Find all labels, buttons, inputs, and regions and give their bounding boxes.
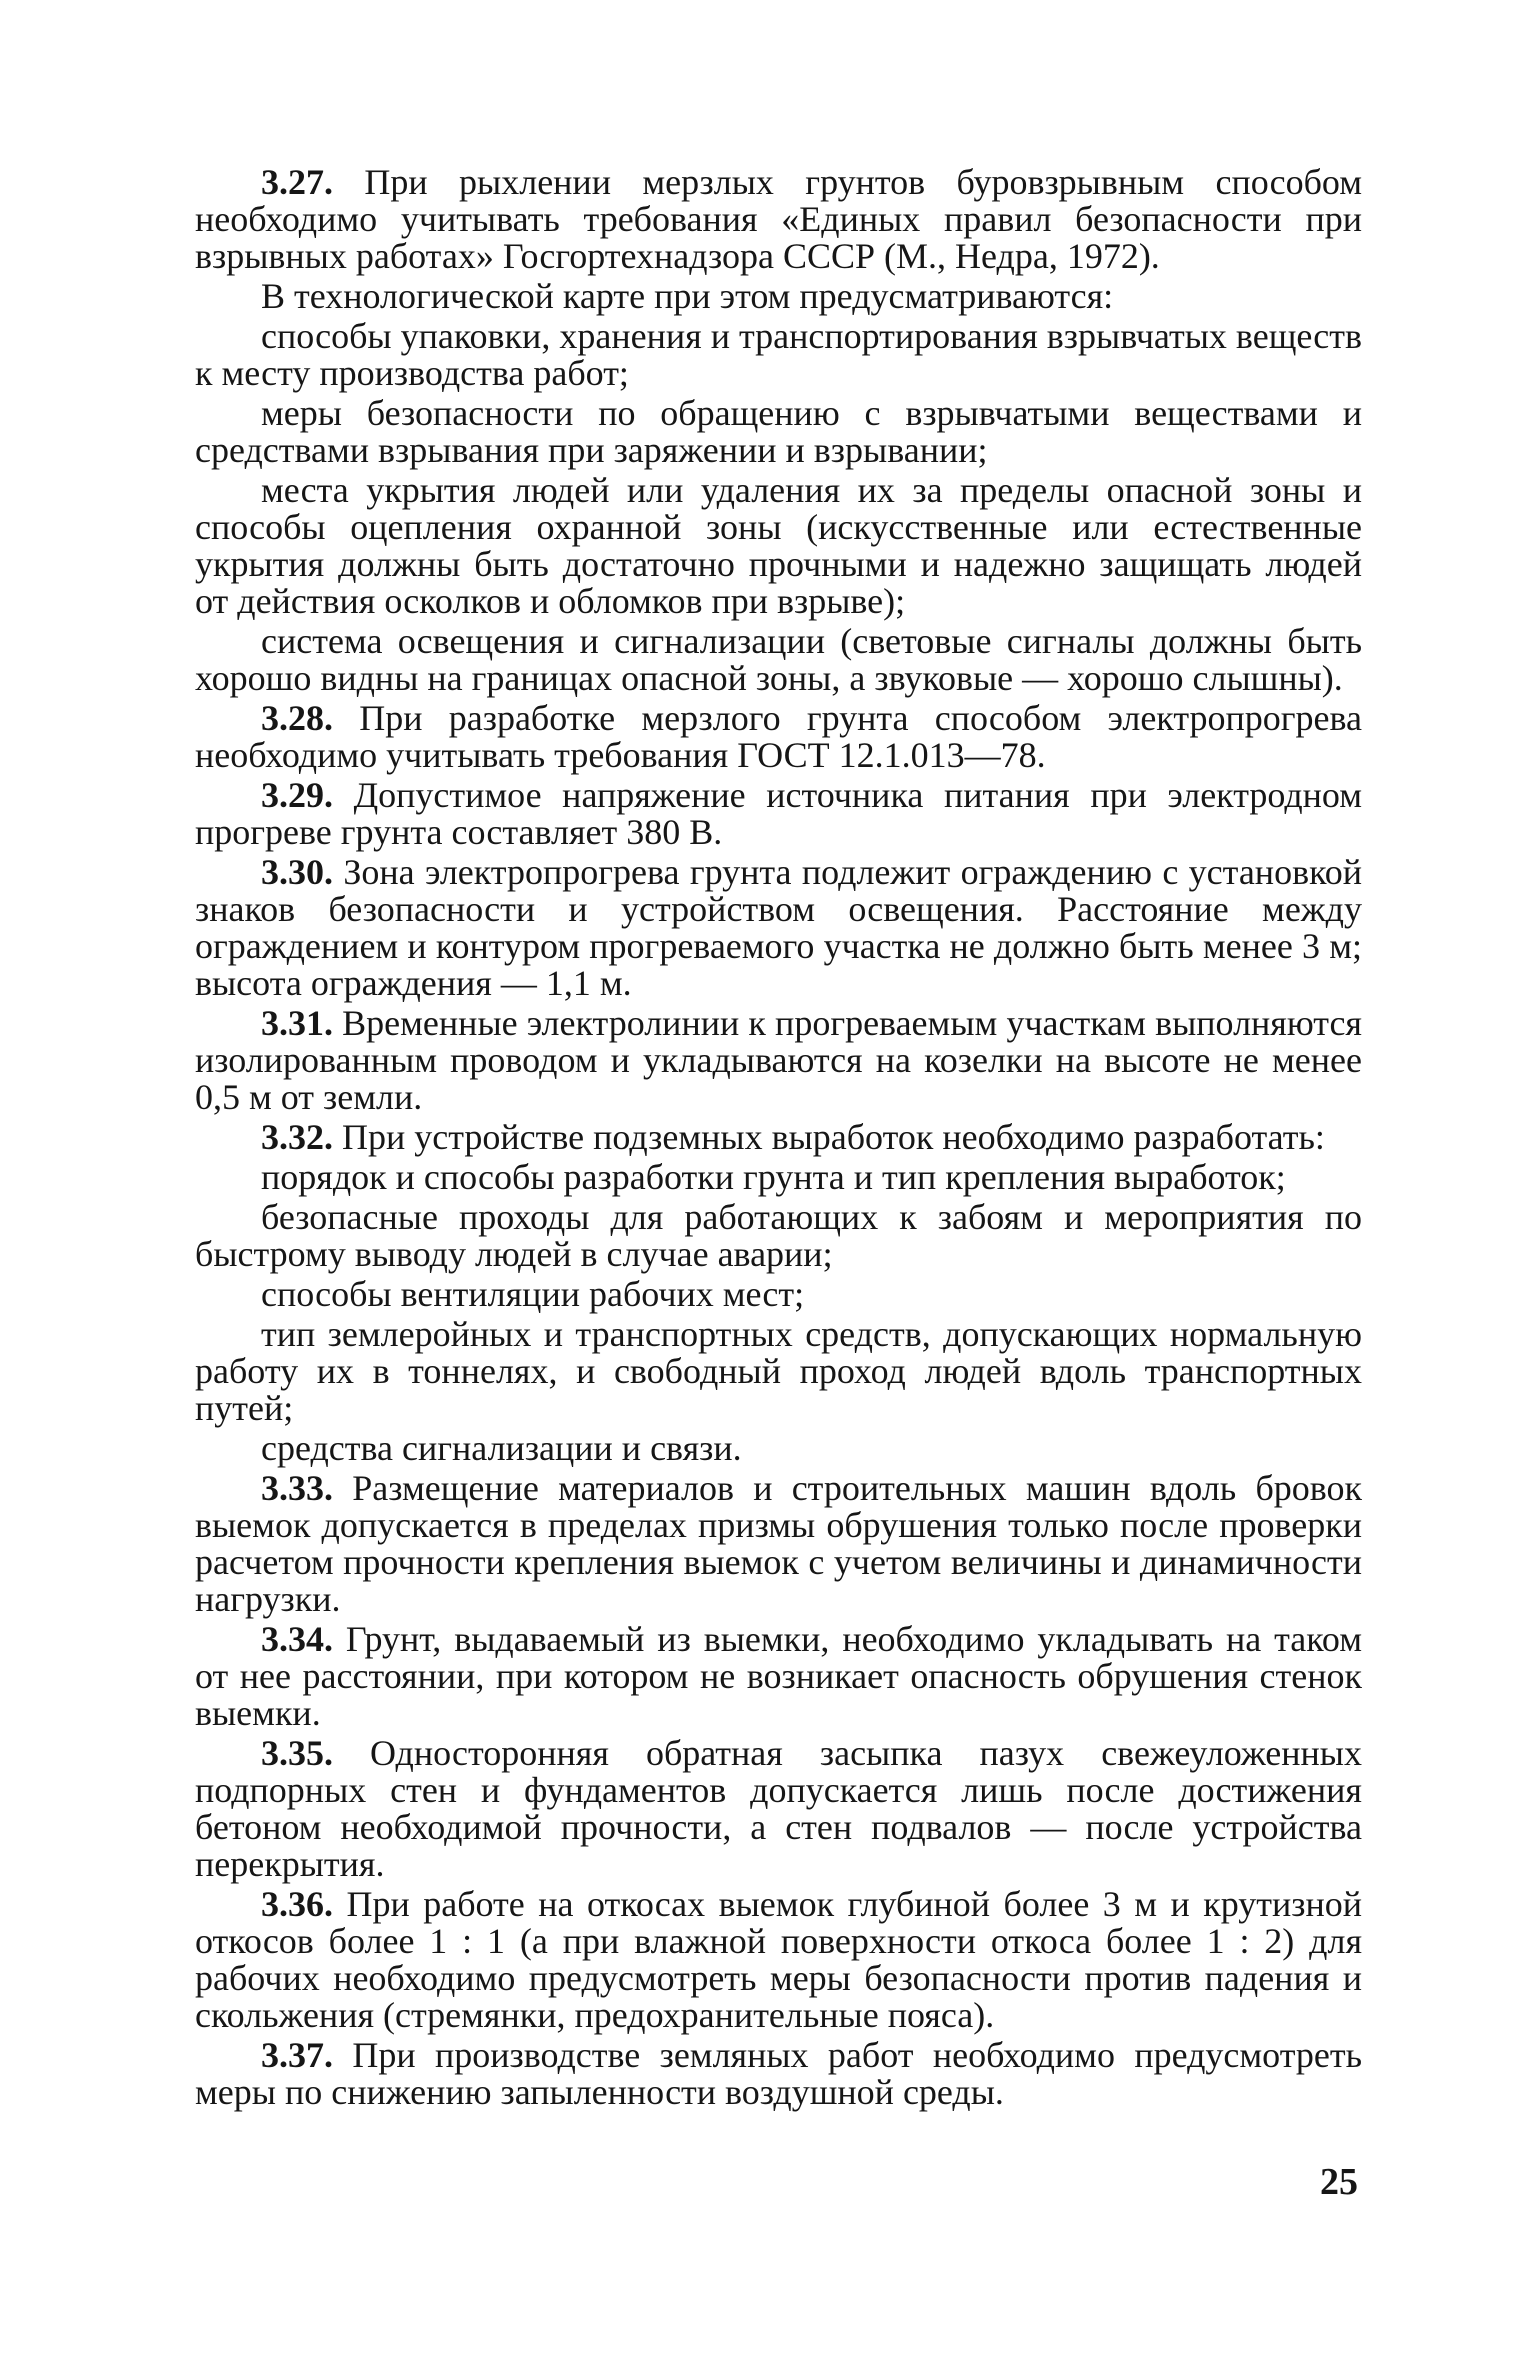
paragraph-3-37 <box>195 2037 1362 2111</box>
list-item <box>195 1159 1362 1196</box>
paragraph-text: При разработке мерзлого грунта способом электропрогрева необходимо учитывать требования ГОСТ 12.1.013—78. <box>195 698 1362 775</box>
paragraph-text: При устройстве подземных выработок необходимо разработать: <box>342 1117 1325 1157</box>
list-item <box>195 1199 1362 1273</box>
paragraph-3-33 <box>195 1470 1362 1618</box>
clause-number: 3.35. <box>261 1733 333 1773</box>
paragraph-text: меры безопасности по обращению с взрывчатыми веществами и средствами взрывания при заряжении и взрывании; <box>195 393 1362 470</box>
paragraph-3-28 <box>195 700 1362 774</box>
paragraph-3-32 <box>195 1119 1362 1156</box>
paragraph-3-34 <box>195 1621 1362 1732</box>
paragraph-text: Допустимое напряжение источника питания при электродном прогреве грунта составляет 380 В. <box>195 775 1363 852</box>
list-item <box>195 472 1362 620</box>
clause-number: 3.36. <box>261 1884 333 1924</box>
paragraph-3-35 <box>195 1735 1362 1883</box>
paragraph-text: безопасные проходы для работающих к забоям и мероприятия по быстрому выводу людей в случае аварии; <box>195 1197 1362 1274</box>
list-item <box>195 318 1362 392</box>
clause-number: 3.29. <box>261 775 333 815</box>
page-number: 25 <box>1320 2161 1358 2203</box>
paragraph-text: система освещения и сигнализации (световые сигналы должны быть хорошо видны на границах опасной зоны, а звуковые — хорошо слышны). <box>195 621 1362 698</box>
paragraph <box>195 278 1362 315</box>
paragraph-text: В технологической карте при этом предусматриваются: <box>261 276 1114 316</box>
document-body <box>195 164 1362 2114</box>
clause-number: 3.33. <box>261 1468 333 1508</box>
paragraph-text: места укрытия людей или удаления их за пределы опасной зоны и способы оцепления охранной зоны (искусственные или естественные укрытия должны быть достаточно прочными и надежно защищать людей от действия осколков и обломков при взрыве); <box>195 470 1362 621</box>
paragraph-text: При работе на откосах выемок глубиной более 3 м и крутизной откосов более 1 : 1 (а при влажной поверхности откоса более 1 : 2) для рабочих необходимо предусмотреть меры безопасности против падения и скольжения (стремянки, предохранительные пояса). <box>195 1884 1363 2035</box>
paragraph-text: порядок и способы разработки грунта и тип крепления выработок; <box>261 1157 1286 1197</box>
paragraph-text: средства сигнализации и связи. <box>261 1428 742 1468</box>
paragraph-3-27 <box>195 164 1362 275</box>
paragraph-text: способы упаковки, хранения и транспортирования взрывчатых веществ к месту производства работ; <box>195 316 1362 393</box>
paragraph-text: Грунт, выдаваемый из выемки, необходимо укладывать на таком от нее расстоянии, при котором не возникает опасность обрушения стенок выемки. <box>195 1619 1363 1733</box>
paragraph-text: способы вентиляции рабочих мест; <box>261 1274 805 1314</box>
paragraph-text: При рыхлении мерзлых грунтов буровзрывным способом необходимо учитывать требования «Единых правил безопасности при взрывных работах» Госгортехнадзора СССР (М., Недра, 1972). <box>195 162 1362 276</box>
clause-number: 3.37. <box>261 2035 333 2075</box>
paragraph-3-36 <box>195 1886 1362 2034</box>
paragraph-text: При производстве земляных работ необходимо предусмотреть меры по снижению запыленности воздушной среды. <box>195 2035 1362 2112</box>
paragraph-text: Односторонняя обратная засыпка пазух свежеуложенных подпорных стен и фундаментов допускается лишь после достижения бетоном необходимой прочности, а стен подвалов — после устройства перекрытия. <box>195 1733 1362 1884</box>
list-item <box>195 1276 1362 1313</box>
paragraph-3-31 <box>195 1005 1362 1116</box>
list-item <box>195 623 1362 697</box>
clause-number: 3.34. <box>261 1619 333 1659</box>
paragraph-3-30 <box>195 854 1362 1002</box>
clause-number: 3.30. <box>261 852 333 892</box>
list-item <box>195 1430 1362 1467</box>
clause-number: 3.31. <box>261 1003 333 1043</box>
list-item <box>195 1316 1362 1427</box>
paragraph-text: Зона электропрогрева грунта подлежит ограждению с установкой знаков безопасности и устройством освещения. Расстояние между ограждением и контуром прогреваемого участка не должно быть менее 3 м; высота ограждения — 1,1 м. <box>195 852 1362 1003</box>
paragraph-text: тип землеройных и транспортных средств, допускающих нормальную работу их в тоннелях, и свободный проход людей вдоль транспортных путей; <box>195 1314 1362 1428</box>
paragraph-text: Временные электролинии к прогреваемым участкам выполняются изолированным проводом и укладываются на козелки на высоте не менее 0,5 м от земли. <box>195 1003 1362 1117</box>
list-item <box>195 395 1362 469</box>
clause-number: 3.28. <box>261 698 333 738</box>
paragraph-3-29 <box>195 777 1362 851</box>
clause-number: 3.32. <box>261 1117 333 1157</box>
paragraph-text: Размещение материалов и строительных машин вдоль бровок выемок допускается в пределах призмы обрушения только после проверки расчетом прочности крепления выемок с учетом величины и динамичности нагрузки. <box>195 1468 1363 1619</box>
clause-number: 3.27. <box>261 162 333 202</box>
